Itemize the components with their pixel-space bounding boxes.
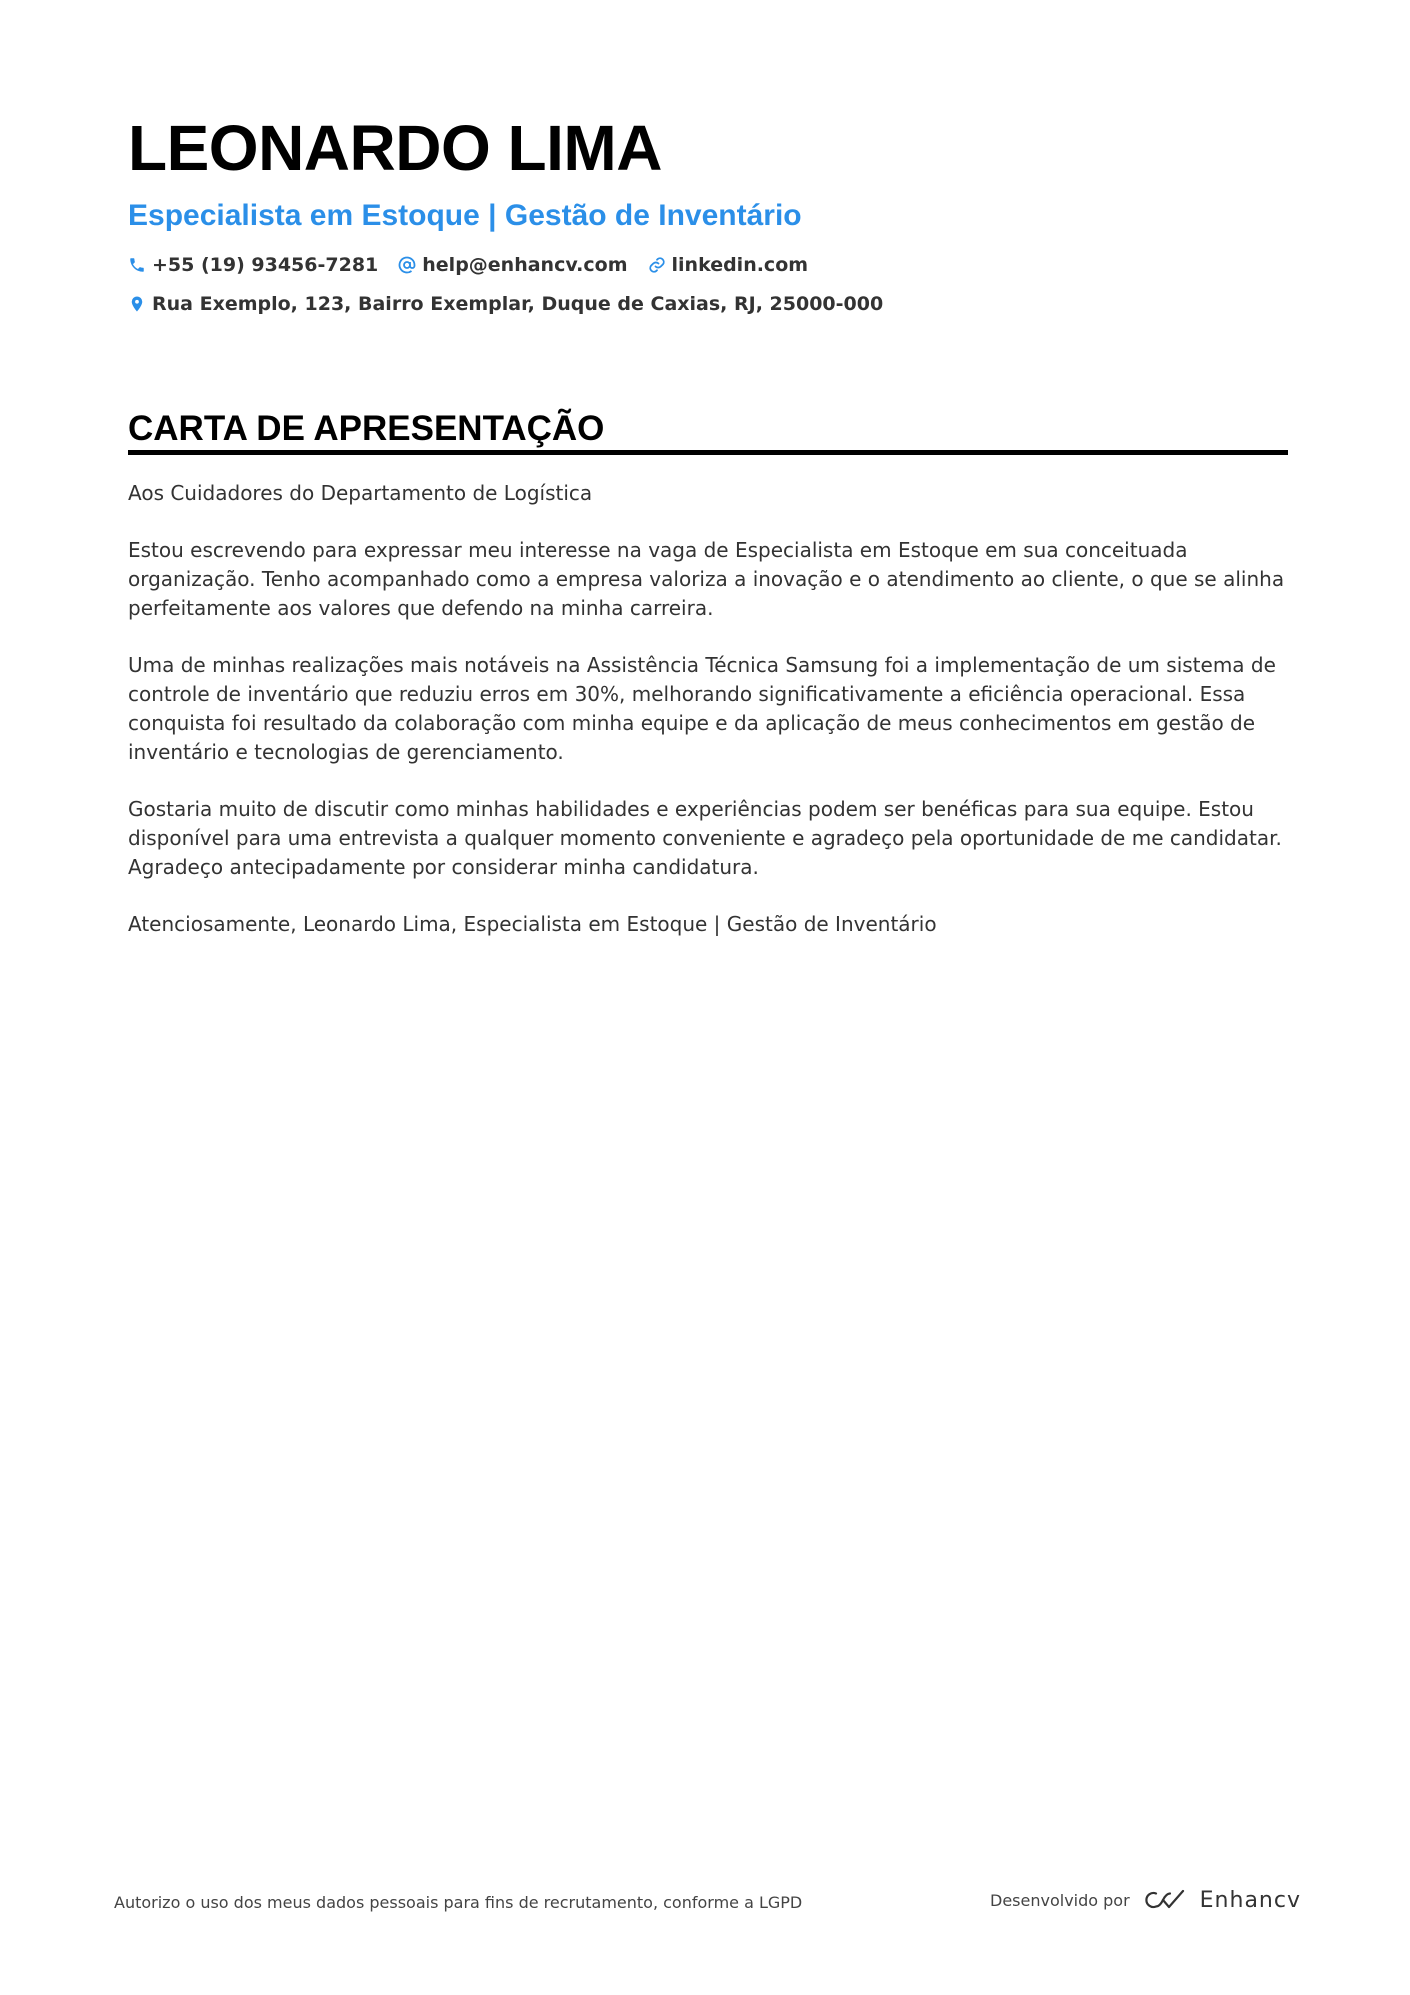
resume-header xyxy=(128,108,1288,319)
letter-paragraph: Uma de minhas realizações mais notáveis na Assistência Técnica Samsung foi a implementação de um sistema de controle de inventário que reduziu erros em 30%, melhorando significativamente a eficiência operacional. Essa conquista foi resultado da colaboração com minha equipe e da aplicação de meus conhecimentos em gestão de inventário e tecnologias de gerenciamento. xyxy=(128,653,1276,764)
candidate-name: LEONARDO LIMA xyxy=(128,112,662,184)
contact-row-primary xyxy=(128,250,1288,280)
letter-paragraph: Estou escrevendo para expressar meu interesse na vaga de Especialista em Estoque em sua conceituada organização. Tenho acompanhado como a empresa valoriza a inovação e o atendimento ao cliente, o que se alinha perfeitamente aos valores que defendo na minha carreira. xyxy=(128,538,1285,620)
at-icon xyxy=(398,256,416,274)
contact-phone[interactable] xyxy=(128,254,378,276)
section-divider xyxy=(128,450,1288,455)
contact-linkedin[interactable] xyxy=(648,254,809,276)
contact-email-text: help@enhancv.com xyxy=(422,254,628,276)
contact-linkedin-text: linkedin.com xyxy=(671,254,809,276)
contact-address-text: Rua Exemplo, 123, Bairro Exemplar, Duque de Caxias, RJ, 25000-000 xyxy=(152,293,884,315)
location-pin-icon xyxy=(128,295,146,313)
letter-closing: Atenciosamente, Leonardo Lima, Especialista em Estoque | Gestão de Inventário xyxy=(128,912,937,936)
letter-paragraph: Gostaria muito de discutir como minhas habilidades e experiências podem ser benéficas para sua equipe. Estou disponível para uma entrevista a qualquer momento conveniente e agradeço pela oportunidade de me candidatar. Agradeço antecipadamente por considerar minha candidatura. xyxy=(128,797,1282,879)
candidate-title: Especialista em Estoque | Gestão de Inventário xyxy=(128,199,802,232)
contact-phone-text: +55 (19) 93456-7281 xyxy=(152,254,379,276)
brand-name: Enhancv xyxy=(1199,1887,1301,1913)
enhancv-logo-icon xyxy=(1142,1887,1188,1913)
cover-letter-section xyxy=(128,408,1288,967)
letter-greeting: Aos Cuidadores do Departamento de Logística xyxy=(128,481,593,505)
letter-body xyxy=(128,479,1288,939)
link-icon xyxy=(648,256,666,274)
contact-row-secondary xyxy=(128,289,1288,319)
phone-icon xyxy=(128,256,146,274)
powered-by-label: Desenvolvido por xyxy=(990,1890,1130,1910)
contact-email[interactable] xyxy=(398,254,627,276)
section-title: CARTA DE APRESENTAÇÃO xyxy=(128,409,605,448)
consent-notice: Autorizo o uso dos meus dados pessoais para fins de recrutamento, conforme a LGPD xyxy=(114,1893,803,1912)
powered-by[interactable] xyxy=(990,1880,1301,1920)
contact-address xyxy=(128,293,883,315)
